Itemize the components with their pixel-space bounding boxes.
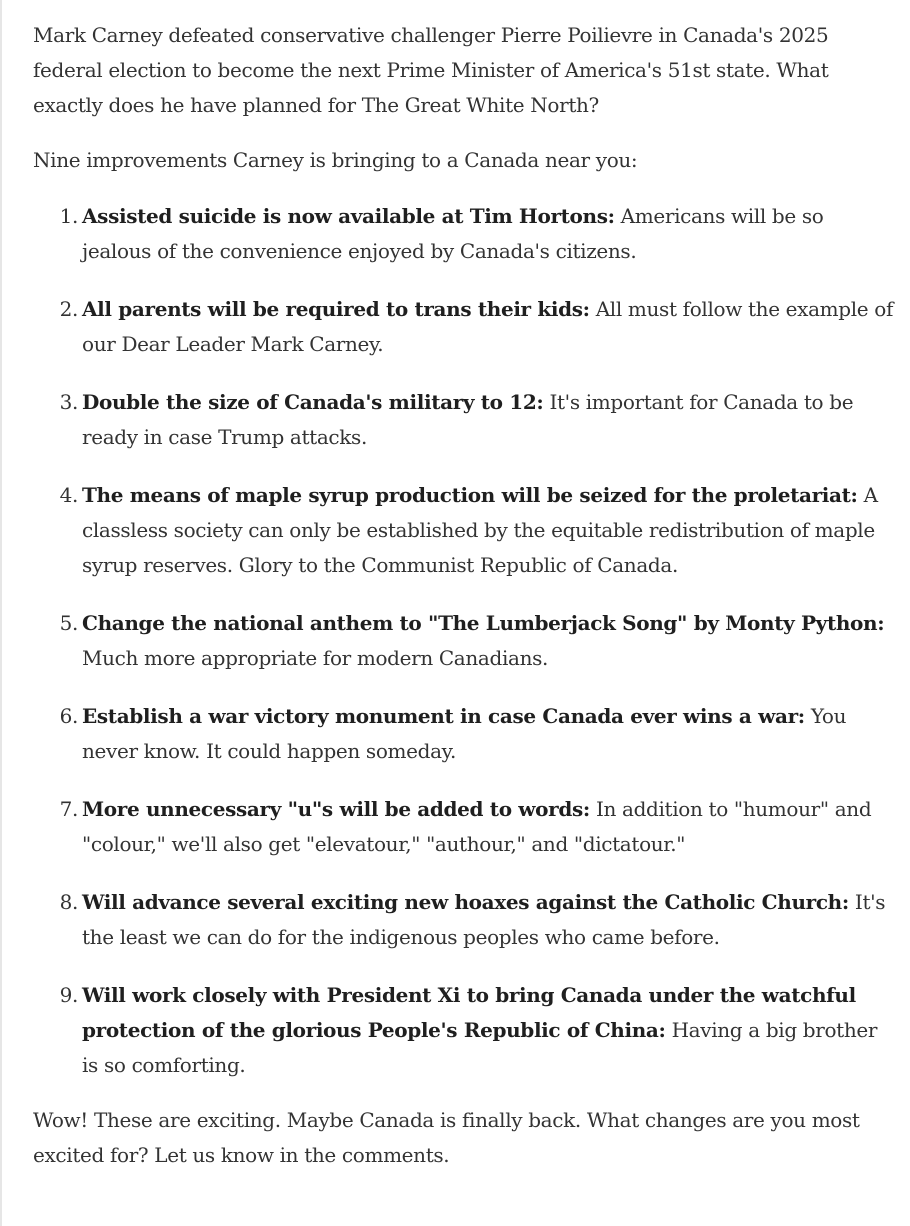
list-item-6 — [33, 699, 895, 769]
item-heading: Will advance several exciting new hoaxes against the Catholic Church: — [82, 890, 849, 914]
list-item-3 — [33, 385, 895, 455]
list-item-8 — [33, 885, 895, 955]
item-heading: Will work closely with President Xi to bring Canada under the watchful protection of the glorious People's Republic of China: — [82, 983, 856, 1042]
improvements-list — [33, 199, 895, 1083]
item-text: Americans will be so jealous of the convenience enjoyed by Canada's citizens. — [82, 204, 824, 263]
list-number: 8. — [59, 890, 78, 914]
item-heading: Change the national anthem to "The Lumberjack Song" by Monty Python: — [82, 611, 885, 635]
list-item-1 — [33, 199, 895, 269]
list-number: 2. — [59, 297, 78, 321]
item-text: All must follow the example of our Dear Leader Mark Carney. — [82, 297, 894, 356]
item-text: In addition to "humour" and "colour," we'll also get "elevatour," "authour," and "dictatour." — [82, 797, 872, 856]
outro-paragraph: Wow! These are exciting. Maybe Canada is finally back. What changes are you most excited for? Let us know in the comments. — [33, 1108, 860, 1167]
item-text: You never know. It could happen someday. — [82, 704, 847, 763]
list-item-5 — [33, 606, 895, 676]
item-text: Having a big brother is so comforting. — [82, 1018, 878, 1077]
intro-paragraph: Mark Carney defeated conservative challenger Pierre Poilievre in Canada's 2025 federal election to become the next Prime Minister of America's 51st state. What exactly does he have planned for The Great White North? — [33, 23, 829, 117]
item-heading: All parents will be required to trans their kids: — [82, 297, 590, 321]
list-number: 4. — [59, 483, 78, 507]
list-number: 7. — [59, 797, 78, 821]
item-heading: Assisted suicide is now available at Tim Hortons: — [82, 204, 615, 228]
list-item-9 — [33, 978, 895, 1083]
list-item-4 — [33, 478, 895, 583]
item-text: It's important for Canada to be ready in case Trump attacks. — [82, 390, 854, 449]
left-border — [0, 0, 2, 1226]
list-lead-paragraph: Nine improvements Carney is bringing to a Canada near you: — [33, 148, 638, 172]
list-number: 9. — [59, 983, 78, 1007]
item-heading: Establish a war victory monument in case Canada ever wins a war: — [82, 704, 805, 728]
list-item-2 — [33, 292, 895, 362]
item-heading: Double the size of Canada's military to 12: — [82, 390, 544, 414]
list-number: 1. — [59, 204, 78, 228]
item-text: Much more appropriate for modern Canadians. — [82, 646, 549, 670]
article-body — [33, 18, 895, 1173]
list-item-7 — [33, 792, 895, 862]
list-number: 3. — [59, 390, 78, 414]
item-heading: The means of maple syrup production will be seized for the proletariat: — [82, 483, 858, 507]
item-heading: More unnecessary "u"s will be added to words: — [82, 797, 590, 821]
list-number: 6. — [59, 704, 78, 728]
list-number: 5. — [59, 611, 78, 635]
item-text: It's the least we can do for the indigenous peoples who came before. — [82, 890, 886, 949]
item-text: A classless society can only be established by the equitable redistribution of maple syrup reserves. Glory to the Communist Republic of Canada. — [82, 483, 878, 577]
